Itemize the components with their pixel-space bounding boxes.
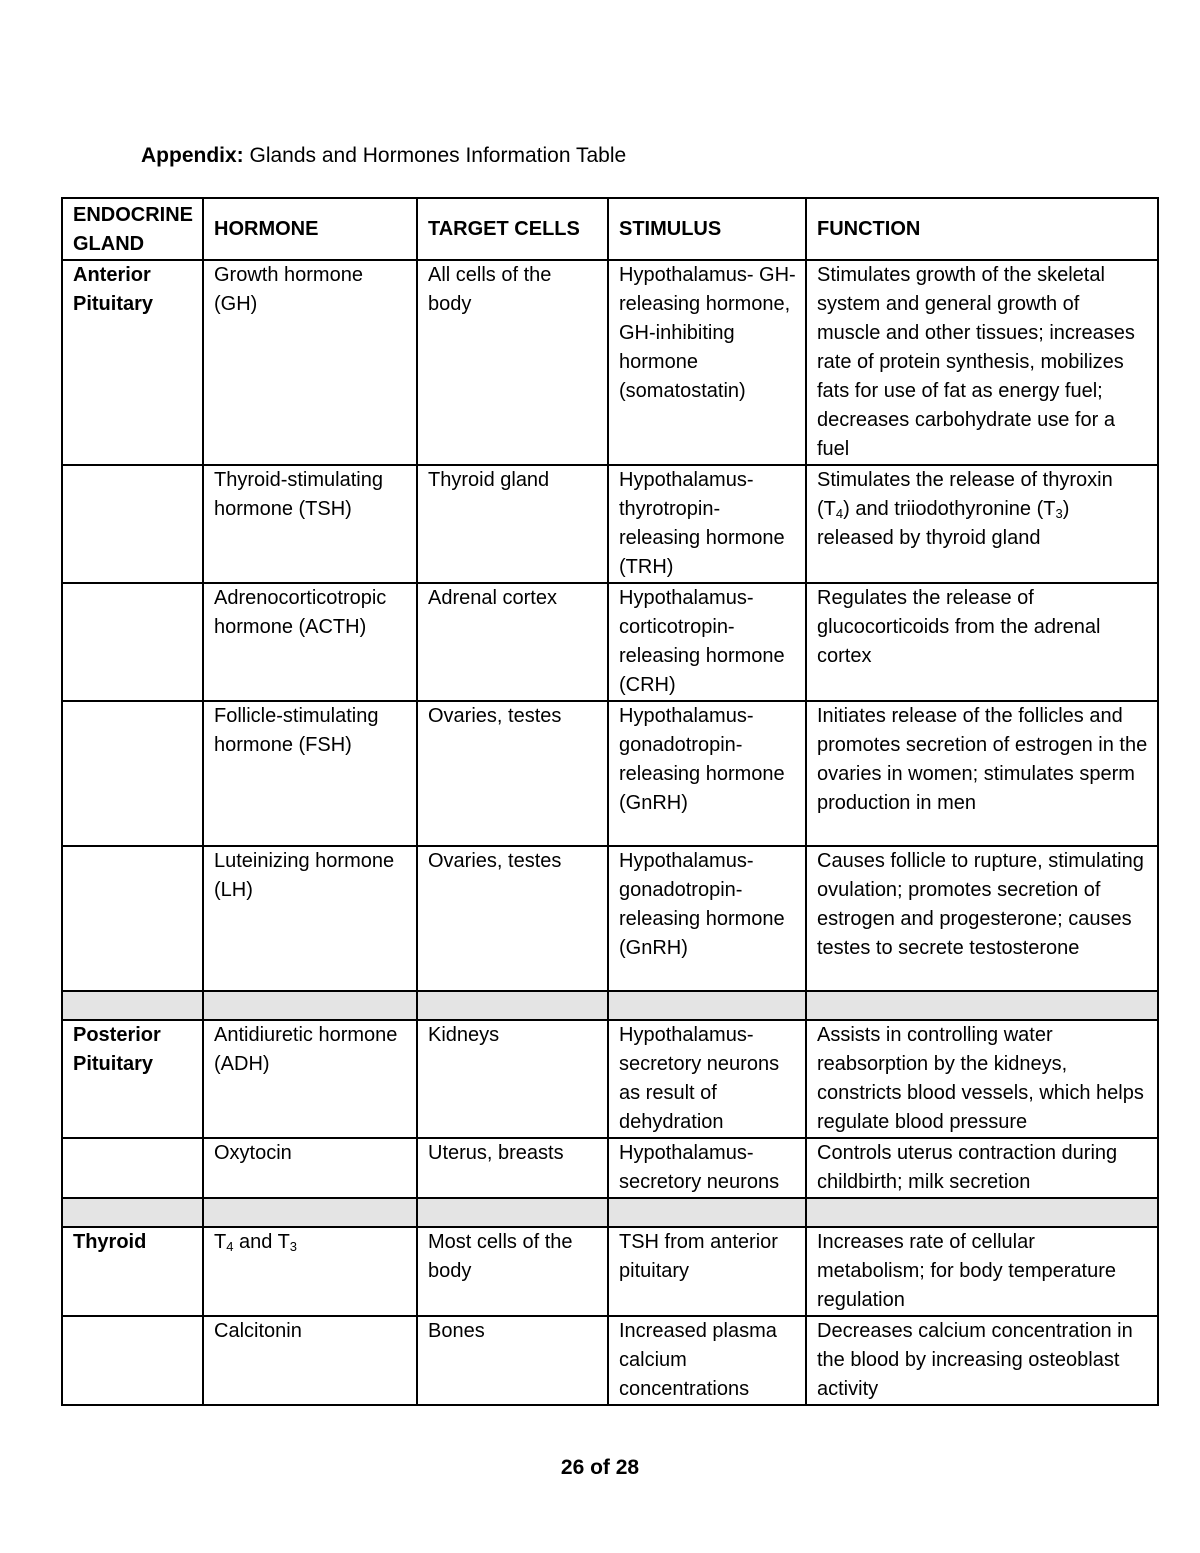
table-row	[62, 260, 1158, 465]
cell-hormone: Luteinizing hormone (LH)	[203, 846, 417, 991]
hormone-text: and T	[233, 1231, 290, 1253]
table-row	[62, 1138, 1158, 1198]
cell-stimulus: Hypothalamus- gonadotropin-releasing hormone (GnRH)	[608, 701, 806, 846]
cell-hormone	[203, 1227, 417, 1316]
cell-stimulus: Hypothalamus- secretory neurons	[608, 1138, 806, 1198]
spacer-cell	[203, 991, 417, 1020]
spacer-cell	[608, 991, 806, 1020]
table-row	[62, 583, 1158, 701]
spacer-cell	[417, 991, 608, 1020]
cell-target: Uterus, breasts	[417, 1138, 608, 1198]
table-header-row	[62, 198, 1158, 260]
spacer-row	[62, 991, 1158, 1020]
cell-function	[806, 465, 1158, 583]
cell-stimulus: Hypothalamus- secretory neurons as result of dehydration	[608, 1020, 806, 1138]
cell-stimulus: Hypothalamus- corticotropin-releasing hormone (CRH)	[608, 583, 806, 701]
cell-gland: Posterior Pituitary	[62, 1020, 203, 1138]
header-target-cells: TARGET CELLS	[417, 198, 608, 260]
title-bold: Appendix:	[141, 144, 244, 167]
header-gland: ENDOCRINE GLAND	[62, 198, 203, 260]
cell-target: Adrenal cortex	[417, 583, 608, 701]
function-text: ) and triiodothyronine (T	[843, 498, 1056, 520]
cell-gland	[62, 1138, 203, 1198]
cell-stimulus: Hypothalamus- thyrotropin-releasing hormone (TRH)	[608, 465, 806, 583]
cell-function: Increases rate of cellular metabolism; for body temperature regulation	[806, 1227, 1158, 1316]
cell-hormone: Calcitonin	[203, 1316, 417, 1405]
cell-gland	[62, 701, 203, 846]
cell-target: All cells of the body	[417, 260, 608, 465]
cell-target: Ovaries, testes	[417, 701, 608, 846]
spacer-cell	[417, 1198, 608, 1227]
cell-hormone: Follicle-stimulating hormone (FSH)	[203, 701, 417, 846]
cell-hormone: Growth hormone (GH)	[203, 260, 417, 465]
cell-hormone: Adrenocorticotropic hormone (ACTH)	[203, 583, 417, 701]
cell-gland	[62, 583, 203, 701]
cell-function: Initiates release of the follicles and promotes secretion of estrogen in the ovaries in women; stimulates sperm production in men	[806, 701, 1158, 846]
cell-gland	[62, 1316, 203, 1405]
cell-gland	[62, 846, 203, 991]
cell-target: Bones	[417, 1316, 608, 1405]
subscript: 4	[835, 506, 844, 521]
cell-stimulus: Increased plasma calcium concentrations	[608, 1316, 806, 1405]
cell-gland: Anterior Pituitary	[62, 260, 203, 465]
cell-target: Thyroid gland	[417, 465, 608, 583]
cell-stimulus: Hypothalamus- gonadotropin-releasing hormone (GnRH)	[608, 846, 806, 991]
cell-function: Assists in controlling water reabsorption by the kidneys, constricts blood vessels, which helps regulate blood pressure	[806, 1020, 1158, 1138]
header-stimulus: STIMULUS	[608, 198, 806, 260]
cell-function: Causes follicle to rupture, stimulating ovulation; promotes secretion of estrogen and progesterone; causes testes to secrete testosterone	[806, 846, 1158, 991]
table-row	[62, 846, 1158, 991]
cell-gland	[62, 465, 203, 583]
table-row	[62, 1316, 1158, 1405]
spacer-cell	[806, 1198, 1158, 1227]
cell-target: Ovaries, testes	[417, 846, 608, 991]
spacer-row	[62, 1198, 1158, 1227]
spacer-cell	[62, 991, 203, 1020]
cell-target: Kidneys	[417, 1020, 608, 1138]
spacer-cell	[608, 1198, 806, 1227]
spacer-cell	[806, 991, 1158, 1020]
header-hormone: HORMONE	[203, 198, 417, 260]
cell-function: Regulates the release of glucocorticoids from the adrenal cortex	[806, 583, 1158, 701]
subscript: 4	[226, 1239, 234, 1254]
cell-target: Most cells of the body	[417, 1227, 608, 1316]
table-row	[62, 465, 1158, 583]
function-text: ) released by thyroid gland	[817, 498, 1070, 549]
function-text: Stimulates the release of thyroxin (T	[817, 469, 1113, 520]
table-row	[62, 701, 1158, 846]
table-row	[62, 1227, 1158, 1316]
title-text: Glands and Hormones Information Table	[243, 144, 627, 167]
cell-stimulus: TSH from anterior pituitary	[608, 1227, 806, 1316]
spacer-cell	[62, 1198, 203, 1227]
cell-hormone: Oxytocin	[203, 1138, 417, 1198]
cell-gland: Thyroid	[62, 1227, 203, 1316]
header-function: FUNCTION	[806, 198, 1158, 260]
subscript: 3	[1055, 506, 1063, 521]
cell-stimulus: Hypothalamus- GH-releasing hormone, GH-inhibiting hormone (somatostatin)	[608, 260, 806, 465]
page-number: 26 of 28	[560, 1456, 640, 1479]
cell-hormone: Thyroid-stimulating hormone (TSH)	[203, 465, 417, 583]
glands-hormones-table	[61, 197, 1159, 1406]
cell-function: Stimulates growth of the skeletal system and general growth of muscle and other tissues; increases rate of protein synthesis, mobilizes fats for use of fat as energy fuel; decreases carbohydrate use for a fuel	[806, 260, 1158, 465]
cell-function: Controls uterus contraction during childbirth; milk secretion	[806, 1138, 1158, 1198]
spacer-cell	[203, 1198, 417, 1227]
hormone-text: T	[214, 1231, 227, 1253]
table-row	[62, 1020, 1158, 1138]
cell-hormone: Antidiuretic hormone (ADH)	[203, 1020, 417, 1138]
cell-function: Decreases calcium concentration in the blood by increasing osteoblast activity	[806, 1316, 1158, 1405]
page-title	[141, 143, 626, 169]
subscript: 3	[289, 1239, 298, 1254]
